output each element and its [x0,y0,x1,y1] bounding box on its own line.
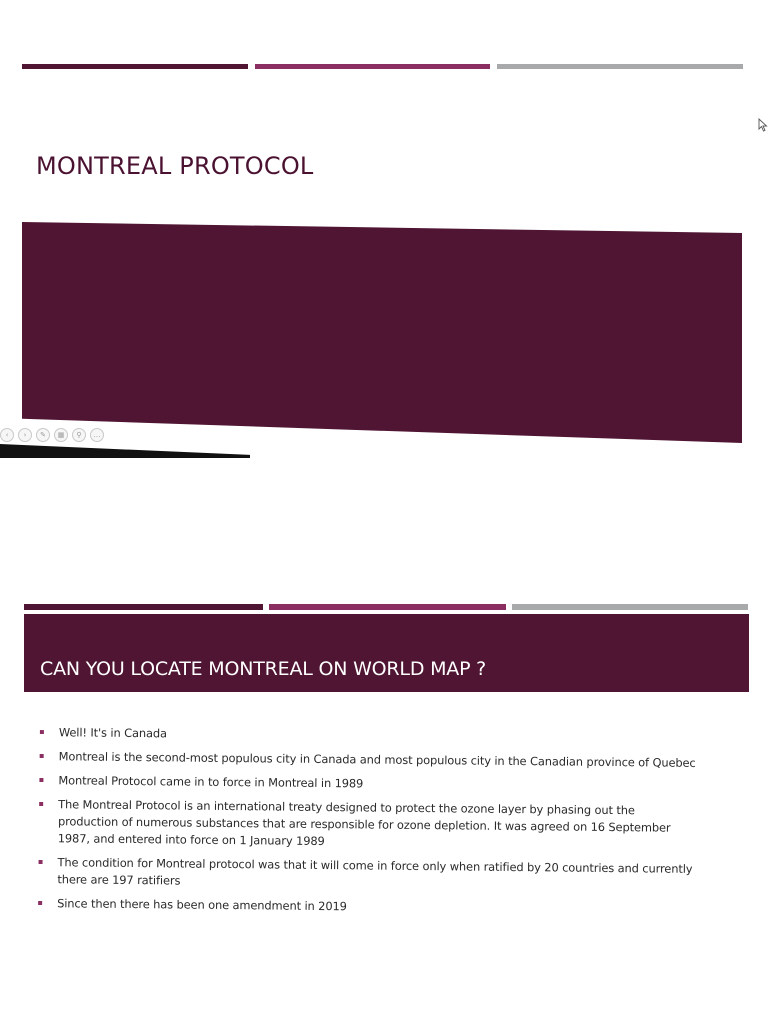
bullet-icon [40,730,44,734]
zoom-button[interactable] [72,428,86,442]
slide1-accent-bar-dark [22,64,248,69]
bullet-icon [39,860,43,864]
list-item-text: Montreal is the second-most populous city in Canada and most populous city in the Canadian province of Quebec [58,749,696,770]
slide1-title: MONTREAL PROTOCOL [36,152,314,180]
more-icon: … [93,430,101,439]
pen-tool-button[interactable] [36,428,50,442]
more-options-button[interactable] [90,428,104,442]
bullet-icon [39,802,43,806]
previous-icon: ‹ [5,430,9,439]
list-item-text: Well! It's in Canada [58,725,167,741]
pen-icon: ✎ [40,430,46,439]
presentation-toolbar [0,428,104,442]
previous-slide-button[interactable] [0,428,14,442]
next-icon: › [23,430,27,439]
slide2-title-banner [24,614,749,692]
list-item [36,895,696,919]
mouse-cursor-icon [758,118,768,132]
slide2-bullet-list [36,724,698,926]
slide1-accent-bar-gray [497,64,743,69]
slides-icon: ▦ [57,430,65,439]
slide2-title: CAN YOU LOCATE MONTREAL ON WORLD MAP ? [40,658,487,680]
slide2-accent-bar-dark [24,604,263,610]
zoom-icon: ⚲ [76,430,82,439]
page-edge-shadow [0,444,250,458]
list-item-text: Montreal Protocol came in to force in Montreal in 1989 [58,773,364,791]
bullet-icon [38,901,42,905]
see-all-slides-button[interactable] [54,428,68,442]
list-item-text: The condition for Montreal protocol was that it will come in force only when ratified by 20 countries and currently there are 197 ratifiers [57,855,693,888]
list-item-text: Since then there has been one amendment in 2019 [57,896,347,914]
list-item-text: The Montreal Protocol is an international treaty designed to protect the ozone layer by phasing out the production of numerous substances that are responsible for ozone depletion. It was agreed on 16 September 1987, and entered into force on 1 January 1989 [57,797,671,849]
list-item [36,854,696,895]
bullet-icon [40,754,44,758]
slide2-accent-bar-gray [512,604,748,610]
slide2-accent-bar-magenta [269,604,506,610]
slide1-content-block [22,222,742,443]
list-item [37,772,697,796]
list-item [38,748,698,772]
bullet-icon [39,778,43,782]
list-item [38,724,698,748]
slide1-accent-bar-magenta [255,64,490,69]
list-item [37,796,697,854]
next-slide-button[interactable] [18,428,32,442]
